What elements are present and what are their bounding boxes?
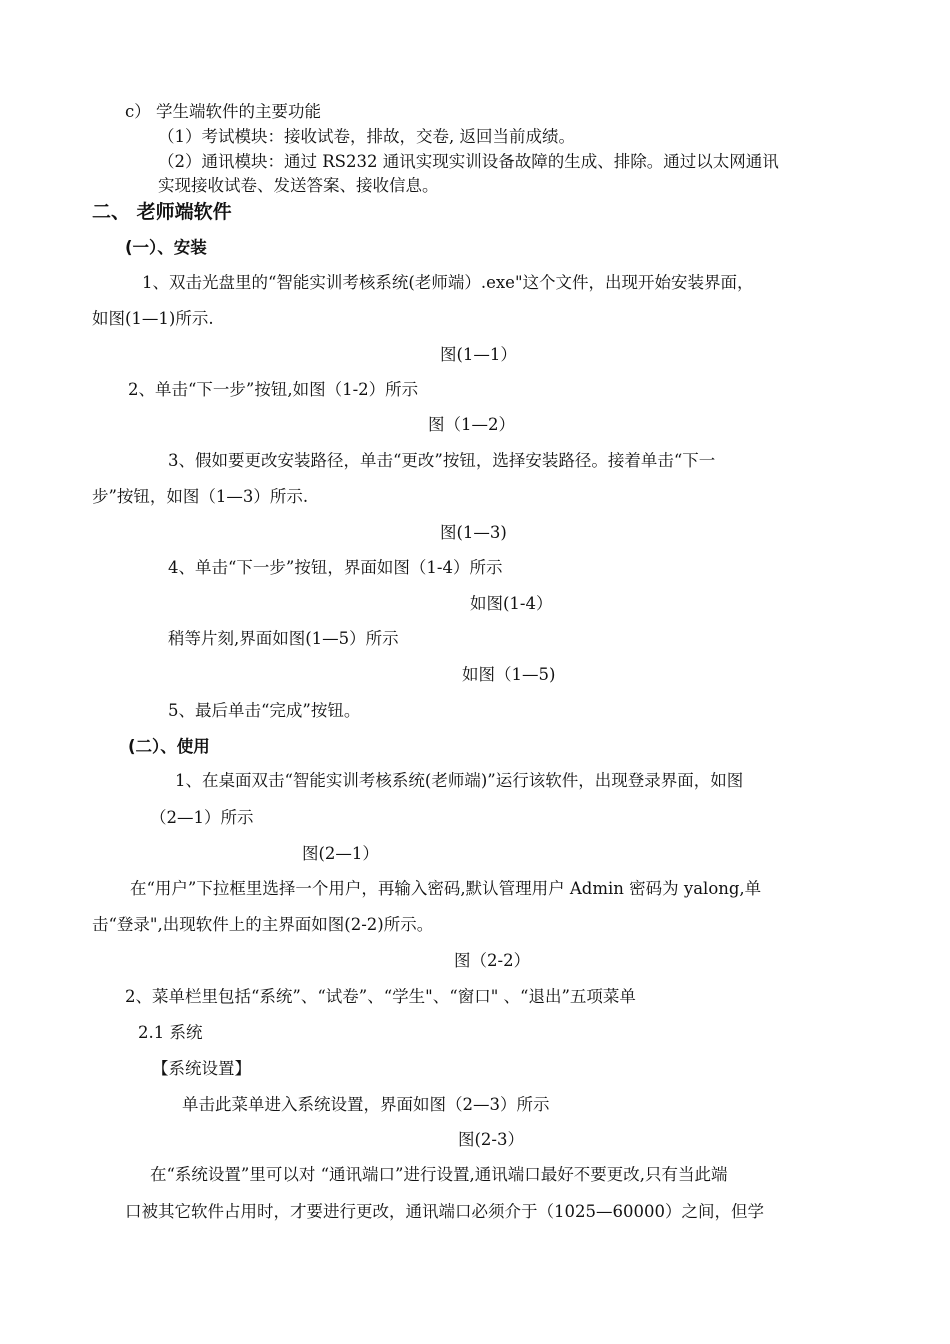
figure-caption-1-2: 图（1—2） xyxy=(428,415,515,434)
figure-caption-1-3: 图(1—3) xyxy=(440,523,507,542)
subsection-install-heading: (一）、安装 xyxy=(125,238,207,257)
port-settings-line1: 在“系统设置”里可以对 “通讯端口”进行设置,通讯端口最好不要更改,只有当此端 xyxy=(150,1165,728,1184)
figure-caption-2-1: 图(2—1） xyxy=(302,844,379,863)
install-step3-line2: 步”按钮，如图（1—3）所示. xyxy=(92,487,309,506)
figure-caption-1-1: 图(1—1） xyxy=(440,345,517,364)
system-settings-desc: 单击此菜单进入系统设置，界面如图（2—3）所示 xyxy=(182,1095,550,1114)
c-item-comm-module-line1: （2）通讯模块：通过 RS232 通讯实现实训设备故障的生成、排除。通过以太网通讯 xyxy=(158,152,779,171)
figure-caption-2-3: 图(2-3） xyxy=(458,1130,525,1149)
use-step1-line2: （2—1）所示 xyxy=(150,808,254,827)
port-settings-line2: 口被其它软件占用时，才要进行更改，通讯端口必须介于（1025—60000）之间，但学 xyxy=(125,1202,764,1221)
use-login-line2: 击“登录",出现软件上的主界面如图(2-2)所示。 xyxy=(92,915,434,934)
figure-caption-1-4: 如图(1-4） xyxy=(470,594,553,613)
c-title: c） 学生端软件的主要功能 xyxy=(125,102,321,121)
section-teacher-software-heading: 二、 老师端软件 xyxy=(92,201,232,223)
install-step1-line1: 1、双击光盘里的“智能实训考核系统(老师端）.exe"这个文件，出现开始安装界面， xyxy=(142,273,754,292)
section-2-1-system: 2.1 系统 xyxy=(138,1023,203,1042)
c-item-exam-module: （1）考试模块：接收试卷，排故，交卷, 返回当前成绩。 xyxy=(158,127,575,146)
install-step2: 2、单击“下一步”按钮,如图（1-2）所示 xyxy=(128,380,419,399)
use-step1-line1: 1、在桌面双击“智能实训考核系统(老师端)”运行该软件，出现登录界面，如图 xyxy=(175,771,744,790)
install-step4: 4、单击“下一步”按钮，界面如图（1-4）所示 xyxy=(168,558,503,577)
system-settings-title: 【系统设置】 xyxy=(152,1059,251,1078)
install-step5: 5、最后单击“完成”按钮。 xyxy=(168,701,361,720)
install-step3-line1: 3、假如要更改安装路径，单击“更改”按钮，选择安装路径。接着单击“下一 xyxy=(168,451,716,470)
install-wait: 稍等片刻,界面如图(1—5）所示 xyxy=(168,629,399,648)
use-step2-menus: 2、菜单栏里包括“系统”、“试卷”、“学生"、“窗口" 、“退出”五项菜单 xyxy=(125,987,636,1006)
subsection-usage-heading: (二）、使用 xyxy=(128,737,210,756)
figure-caption-2-2: 图（2-2） xyxy=(454,951,531,970)
use-login-line1: 在“用户”下拉框里选择一个用户，再输入密码,默认管理用户 Admin 密码为 yalong,单 xyxy=(130,879,762,898)
c-item-comm-module-line2: 实现接收试卷、发送答案、接收信息。 xyxy=(158,176,439,195)
install-step1-line2: 如图(1—1)所示. xyxy=(92,309,214,328)
figure-caption-1-5: 如图（1—5) xyxy=(462,665,556,684)
